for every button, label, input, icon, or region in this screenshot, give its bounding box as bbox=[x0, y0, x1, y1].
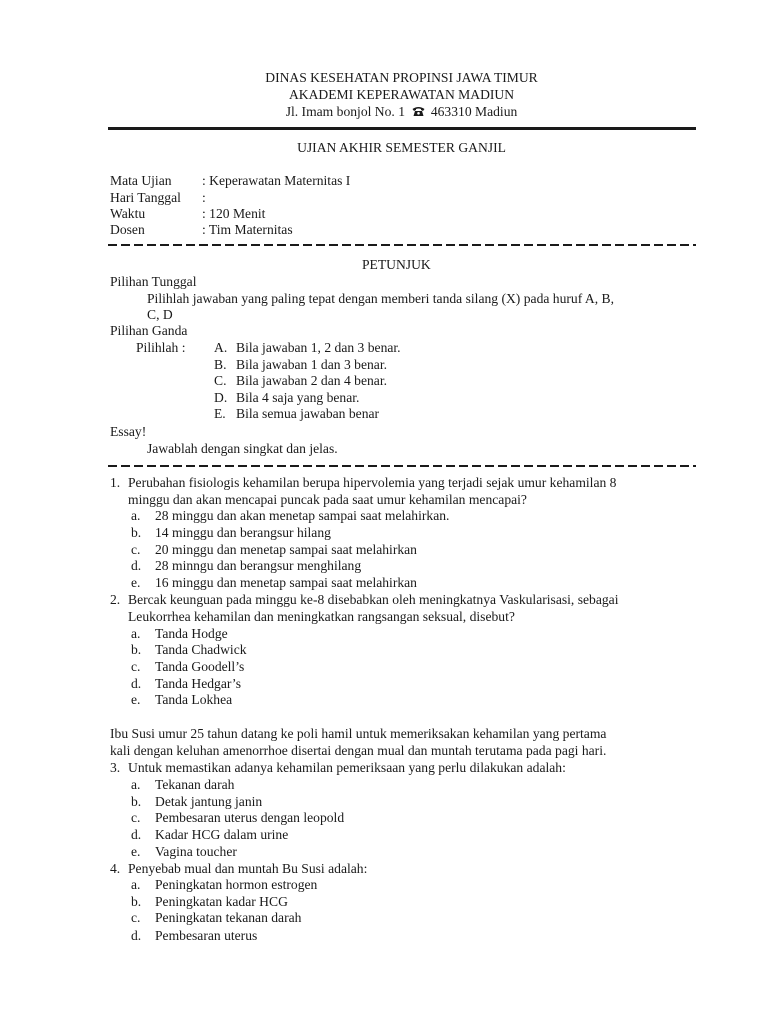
single-choice-text-cont: C, D bbox=[147, 307, 173, 322]
answer-text: 28 minggu dan akan menetap sampai saat melahirkan. bbox=[155, 508, 450, 523]
answer-key: b. bbox=[131, 794, 142, 809]
field-label: Mata Ujian bbox=[110, 173, 172, 188]
field-value: : Tim Maternitas bbox=[202, 222, 293, 237]
exam-title: UJIAN AKHIR SEMESTER GANJIL bbox=[297, 140, 506, 155]
option-key: D. bbox=[214, 390, 228, 405]
question-number: 1. bbox=[110, 475, 121, 490]
field-value: : Keperawatan Maternitas I bbox=[202, 173, 351, 188]
answer-text: Tanda Goodell’s bbox=[155, 659, 245, 674]
option-text: Bila 4 saja yang benar. bbox=[236, 390, 360, 405]
answer-text: Tekanan darah bbox=[155, 777, 235, 792]
single-choice-heading: Pilihan Tunggal bbox=[110, 274, 197, 289]
answer-text: 20 minggu dan menetap sampai saat melahirkan bbox=[155, 542, 417, 557]
answer-key: b. bbox=[131, 525, 142, 540]
answer-text: Kadar HCG dalam urine bbox=[155, 827, 289, 842]
question-text: Untuk memastikan adanya kehamilan pemeriksaan yang perlu dilakukan adalah: bbox=[128, 760, 566, 775]
option-text: Bila jawaban 1 dan 3 benar. bbox=[236, 357, 387, 372]
answer-text: Peningkatan kadar HCG bbox=[155, 894, 288, 909]
essay-heading: Essay! bbox=[110, 424, 147, 439]
question-text: Bercak keunguan pada minggu ke-8 disebabkan oleh meningkatnya Vaskularisasi, sebagai bbox=[128, 592, 619, 607]
header-academy: AKADEMI KEPERAWATAN MADIUN bbox=[288, 87, 515, 102]
answer-text: Vagina toucher bbox=[155, 844, 237, 859]
case-description-cont: kali dengan keluhan amenorrhoe disertai dengan mual dan muntah terutama pada pagi hari. bbox=[110, 743, 607, 758]
answer-key: b. bbox=[131, 894, 142, 909]
option-text: Bila semua jawaban benar bbox=[236, 406, 380, 421]
answer-text: Detak jantung janin bbox=[155, 794, 263, 809]
answer-key: d. bbox=[131, 676, 142, 691]
single-choice-text: Pilihlah jawaban yang paling tepat dengan memberi tanda silang (X) pada huruf A, B, bbox=[147, 291, 614, 306]
option-text: Bila jawaban 1, 2 dan 3 benar. bbox=[236, 340, 401, 355]
answer-key: e. bbox=[131, 575, 141, 590]
telephone-icon bbox=[412, 104, 425, 121]
multiple-choice-heading: Pilihan Ganda bbox=[110, 323, 188, 338]
header-address: Jl. Imam bonjol No. 1 bbox=[285, 104, 406, 119]
answer-key: a. bbox=[131, 877, 141, 892]
answer-key: c. bbox=[131, 542, 141, 557]
field-label: Dosen bbox=[110, 222, 145, 237]
answer-key: e. bbox=[131, 692, 141, 707]
answer-key: d. bbox=[131, 928, 142, 943]
question-text-cont: Leukorrhea kehamilan dan meningkatkan rangsangan seksual, disebut? bbox=[128, 609, 515, 624]
question-number: 2. bbox=[110, 592, 121, 607]
instructions-title: PETUNJUK bbox=[362, 257, 431, 272]
option-key: A. bbox=[214, 340, 228, 355]
answer-key: d. bbox=[131, 827, 142, 842]
answer-text: Pembesaran uterus dengan leopold bbox=[155, 810, 345, 825]
option-text: Bila jawaban 2 dan 4 benar. bbox=[236, 373, 387, 388]
answer-text: 16 minggu dan menetap sampai saat melahirkan bbox=[155, 575, 417, 590]
answer-text: 28 minngu dan berangsur menghilang bbox=[155, 558, 362, 573]
question-number: 3. bbox=[110, 760, 121, 775]
essay-text: Jawablah dengan singkat dan jelas. bbox=[147, 441, 338, 456]
header-address-line bbox=[0, 103, 768, 121]
question-number: 4. bbox=[110, 861, 121, 876]
option-key: C. bbox=[214, 373, 227, 388]
answer-text: Tanda Lokhea bbox=[155, 692, 233, 707]
answer-text: Tanda Chadwick bbox=[155, 642, 247, 657]
field-label: Hari Tanggal bbox=[110, 190, 181, 205]
answer-text: Peningkatan hormon estrogen bbox=[155, 877, 318, 892]
dashed-divider bbox=[108, 244, 696, 246]
answer-text: Peningkatan tekanan darah bbox=[155, 910, 302, 925]
answer-key: d. bbox=[131, 558, 142, 573]
answer-key: a. bbox=[131, 777, 141, 792]
answer-key: e. bbox=[131, 844, 141, 859]
answer-text: Tanda Hodge bbox=[155, 626, 228, 641]
field-value: : 120 Menit bbox=[202, 206, 266, 221]
header-phone: 463310 Madiun bbox=[430, 104, 518, 119]
header-agency: DINAS KESEHATAN PROPINSI JAWA TIMUR bbox=[265, 70, 538, 85]
field-label: Waktu bbox=[110, 206, 146, 221]
answer-text: Pembesaran uterus bbox=[155, 928, 258, 943]
question-text: Perubahan fisiologis kehamilan berupa hipervolemia yang terjadi sejak umur kehamilan 8 bbox=[128, 475, 617, 490]
answer-key: c. bbox=[131, 910, 141, 925]
answer-key: a. bbox=[131, 626, 141, 641]
answer-key: c. bbox=[131, 810, 141, 825]
option-key: B. bbox=[214, 357, 227, 372]
option-key: E. bbox=[214, 406, 226, 421]
multiple-choice-label: Pilihlah : bbox=[136, 340, 186, 355]
answer-text: Tanda Hedgar’s bbox=[155, 676, 241, 691]
answer-key: c. bbox=[131, 659, 141, 674]
question-text: Penyebab mual dan muntah Bu Susi adalah: bbox=[128, 861, 368, 876]
case-description: Ibu Susi umur 25 tahun datang ke poli hamil untuk memeriksakan kehamilan yang pertama bbox=[110, 726, 607, 741]
dashed-divider bbox=[108, 465, 696, 467]
question-text-cont: minggu dan akan mencapai puncak pada saat umur kehamilan mencapai? bbox=[128, 492, 527, 507]
answer-key: b. bbox=[131, 642, 142, 657]
answer-text: 14 minggu dan berangsur hilang bbox=[155, 525, 331, 540]
field-value: : bbox=[202, 190, 206, 205]
header-divider bbox=[108, 127, 696, 130]
answer-key: a. bbox=[131, 508, 141, 523]
